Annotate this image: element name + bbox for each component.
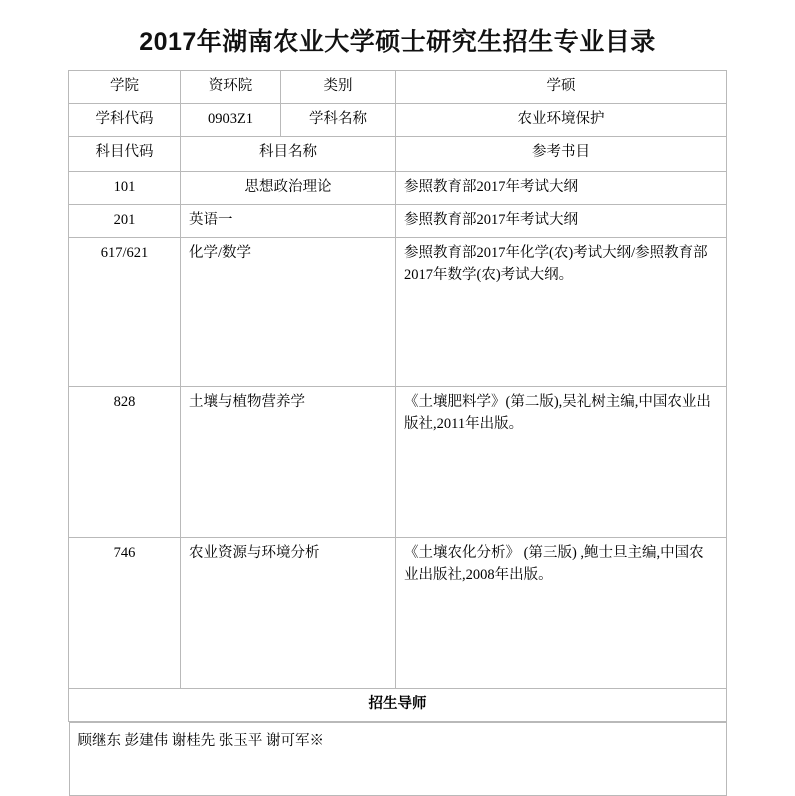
table-row	[69, 387, 727, 538]
label-discipline-code: 学科代码	[69, 104, 181, 137]
value-discipline-name: 农业环境保护	[396, 104, 727, 137]
reference-books: 参照教育部2017年考试大纲	[396, 172, 727, 205]
reference-books: 《土壤农化分析》 (第三版) ,鲍士旦主编,中国农业出版社,2008年出版。	[396, 538, 727, 689]
reference-books: 《土壤肥料学》(第二版),吴礼树主编,中国农业出版社,2011年出版。	[396, 387, 727, 538]
subject-code: 828	[69, 387, 181, 538]
table-header-row	[69, 137, 727, 172]
mentors-list: 顾继东 彭建伟 谢桂先 张玉平 谢可军※	[77, 732, 324, 749]
mentors-heading: 招生导师	[69, 689, 727, 722]
table-row	[69, 238, 727, 387]
subject-code: 101	[69, 172, 181, 205]
subject-name: 农业资源与环境分析	[181, 538, 396, 689]
label-college: 学院	[69, 71, 181, 104]
reference-books: 参照教育部2017年化学(农)考试大纲/参照教育部2017年数学(农)考试大纲。	[396, 238, 727, 387]
table-row	[69, 104, 727, 137]
table-row	[69, 71, 727, 104]
subject-name: 思想政治理论	[181, 172, 396, 205]
table-row	[69, 538, 727, 689]
subject-code: 201	[69, 205, 181, 238]
mentors-list-box	[69, 722, 727, 796]
table-row	[69, 172, 727, 205]
header-subject-name: 科目名称	[181, 137, 396, 172]
subject-code: 746	[69, 538, 181, 689]
value-college: 资环院	[181, 71, 281, 104]
subject-name: 化学/数学	[181, 238, 396, 387]
value-discipline-code: 0903Z1	[181, 104, 281, 137]
subject-name: 英语一	[181, 205, 396, 238]
table-row	[69, 689, 727, 722]
admission-catalog-table	[68, 70, 727, 722]
table-row	[69, 205, 727, 238]
header-subject-code: 科目代码	[69, 137, 181, 172]
subject-code: 617/621	[69, 238, 181, 387]
page-title: 2017年湖南农业大学硕士研究生招生专业目录	[139, 28, 656, 56]
header-reference-books: 参考书目	[396, 137, 727, 172]
label-discipline-name: 学科名称	[281, 104, 396, 137]
label-category: 类别	[281, 71, 396, 104]
reference-books: 参照教育部2017年考试大纲	[396, 205, 727, 238]
value-category: 学硕	[396, 71, 727, 104]
subject-name: 土壤与植物营养学	[181, 387, 396, 538]
